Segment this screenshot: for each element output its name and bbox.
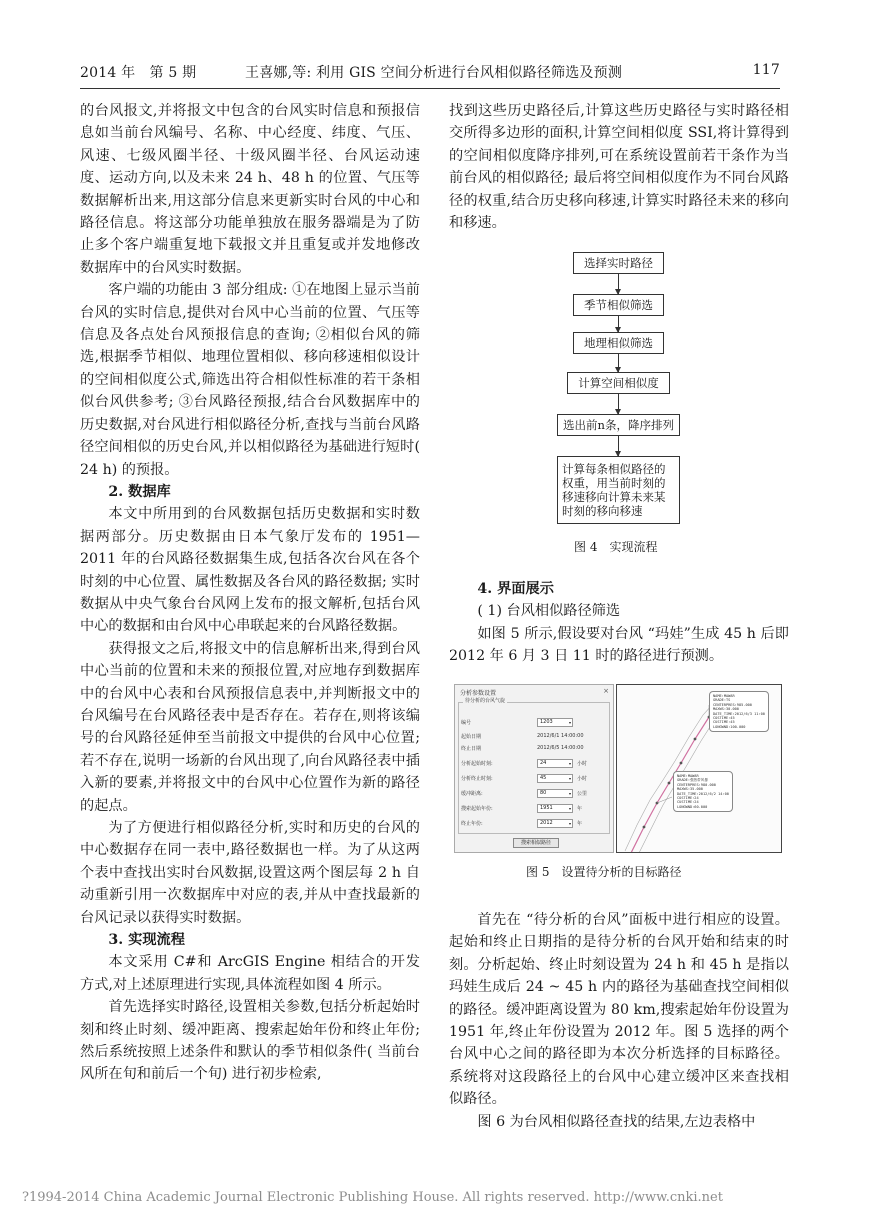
- chevron-down-icon: ▾: [568, 821, 571, 826]
- paragraph: 如图 5 所示,假设要对台风 “玛娃”生成 45 h 后即 2012 年 6 月 3 日 11 时的路径进行预测。: [449, 625, 789, 665]
- setting-select[interactable]: [537, 789, 573, 798]
- setting-label: 分析终止时刻:: [461, 776, 493, 782]
- copyright-footer: ?1994-2014 China Academic Journal Electronic Publishing House. All rights reserved. http://www.cnki.net: [22, 1190, 723, 1205]
- chevron-down-icon: ▾: [568, 761, 571, 766]
- paragraph: 的台风报文,并将报文中包含的台风实时信息和预报信息如当前台风编号、名称、中心经度、纬度、气压、风速、七级风圈半径、十级风圈半径、台风运动速度、运动方向,以及未来 24 h、48 h 的位置、气压等数据解析出来,用这部分信息来更新实时台风的中心和路径信息。将这部分功能单独放在服务器端是为了防止多个客户端重复地下载报文并且重复或并发地修改数据库中的台风实时数据。: [80, 103, 420, 276]
- flow-step-2: 季节相似筛选: [573, 294, 664, 316]
- setting-label: 搜索起始年份:: [461, 806, 493, 812]
- setting-label: 分析起始时刻:: [461, 761, 493, 767]
- setting-label: 终止年份:: [461, 821, 483, 827]
- figure-4-caption: 图 4 实现流程: [574, 540, 658, 554]
- setting-label: 编号: [461, 720, 472, 726]
- header-rule: [80, 88, 780, 89]
- flow-step-4: 计算空间相似度: [567, 372, 670, 394]
- paragraph: 首先在 “待分析的台风”面板中进行相应的设置。起始和终止日期指的是待分析的台风开始和结束的时刻。分析起始、终止时刻设置为 24 h 和 45 h 是指以玛娃生成后 24 ~ 45 h 内的路径为基础查找空间相似的路径。缓冲距离设置为 80 km,搜索起始年份设置为 1951 年,终止年份设置为 2012 年。图 5 选择的两个台风中心之间的路径即为本次分析选择的目标路径。系统将对这段路径上的台风中心建立缓冲区来查找相似路径。: [449, 912, 789, 1108]
- close-icon[interactable]: ×: [603, 687, 609, 695]
- flow-step-6: 计算每条相似路径的权重，用当前时刻的移速移向计算未来某时刻的移向移速: [557, 456, 680, 524]
- setting-select[interactable]: [537, 804, 573, 813]
- typhoon-center: [668, 782, 671, 785]
- setting-unit: 小时: [577, 761, 588, 767]
- typhoon-track-map[interactable]: [616, 684, 782, 853]
- setting-value: 45: [540, 775, 547, 781]
- setting-unit: 年: [577, 821, 583, 827]
- subsection-heading: ( 1) 台风相似路径筛选: [477, 603, 621, 620]
- issue-label: 2014 年 第 5 期: [80, 65, 197, 81]
- chevron-down-icon: ▾: [568, 791, 571, 796]
- setting-value: 2012: [540, 820, 553, 826]
- right-column-bottom: [449, 909, 789, 1133]
- paragraph: 找到这些历史路径后,计算这些历史路径与实时路径相交所得多边形的面积,计算空间相似度 SSI,将计算得到的空间相似度降序排列,可在系统设置前若干条作为当前台风的相似路径; 最后将空间相似度作为不同台风路径的权重,结合历史移向移速,计算实时路径未来的移向和移速。: [449, 103, 789, 232]
- running-title: 王喜娜,等: 利用 GIS 空间分析进行台风相似路径筛选及预测: [245, 65, 623, 81]
- typhoon-center: [680, 762, 683, 765]
- setting-unit: 公里: [577, 791, 588, 797]
- flow-arrow: [618, 274, 619, 294]
- setting-unit: 年: [577, 806, 583, 812]
- setting-value: 1951: [540, 805, 553, 811]
- flow-step-5: 选出前n条，降序排列: [557, 414, 680, 436]
- setting-select[interactable]: [537, 819, 573, 828]
- right-column-top: [449, 100, 789, 234]
- setting-value: 24: [540, 760, 547, 766]
- left-column: [80, 100, 420, 1086]
- section-heading: 2. 数据库: [108, 483, 171, 500]
- right-column-middle: [449, 578, 789, 668]
- paragraph: 首先选择实时路径,设置相关参数,包括分析起始时刻和终止时刻、缓冲距离、搜索起始年份和终止年份; 然后系统按照上述条件和默认的季节相似条件( 当前台风所在旬和前后一个旬) 进行初步检索,: [80, 999, 420, 1083]
- paragraph: 客户端的功能由 3 部分组成: ①在地图上显示当前台风的实时信息,提供对台风中心当前的位置、气压等信息及各点处台风预报信息的查询; ②相似台风的筛选,根据季节相似、地理位置相似、移向移速相似设计的空间相似度公式,筛选出符合相似性标准的若干条相似台风供参考; ③台风路径预报,结合台风数据库中的历史数据,对台风进行相似路径分析,查找与当前台风路径空间相似的历史台风,并以相似路径为基础进行短时( 24 h) 的预报。: [80, 282, 420, 478]
- group-label: 待分析的台风气旋: [465, 698, 506, 704]
- section-heading: 4. 界面展示: [477, 581, 554, 597]
- flow-arrow: [618, 394, 619, 414]
- typhoon-settings-group: [458, 702, 610, 834]
- flow-arrow: [618, 436, 619, 456]
- paragraph: 为了方便进行相似路径分析,实时和历史的台风的中心数据存在同一表中,路径数据也一样。为了从这两个表中查找出实时台风数据,设置这两个图层每 2 h 自动重新引用一次数据库中对应的表,并从中查找最新的台风记录以获得实时数据。: [80, 820, 420, 926]
- setting-label: 终止日期: [461, 746, 482, 752]
- setting-value: 2012/6/1 14:00:00: [537, 733, 584, 739]
- typhoon-center: [643, 826, 646, 829]
- chevron-down-icon: ▾: [568, 776, 571, 781]
- setting-label: 缓冲距离:: [461, 791, 483, 797]
- figure-5-screenshot: [454, 684, 782, 853]
- paragraph: 获得报文之后,将报文中的信息解析出来,得到台风中心当前的位置和未来的预报位置,对应地存到数据库中的台风中心表和台风预报信息表中,并判断报文中的台风编号在台风路径表中是否存在。若存在,则将该编号的台风路径延伸至当前报文中提供的台风中心位置; 若不存在,说明一场新的台风出现了,向台风路径表中插入新的要素,并将报文中的台风中心位置作为新的路径的起点。: [80, 640, 420, 814]
- setting-value: 2012/6/5 14:00:00: [537, 745, 584, 751]
- paragraph: 本文中所用到的台风数据包括历史数据和实时数据两部分。历史数据由日本气象厅发布的 1951—2011 年的台风路径数据集生成,包括各次台风在各个时刻的中心位置、属性数据及各台风的路径数据; 实时数据从中央气象台台风网上发布的报文解析,包括台风中心的数据和由台风中心串联起来的台风路径数据。: [80, 506, 420, 635]
- setting-value: 1203: [540, 719, 553, 725]
- setting-value: 80: [540, 790, 547, 796]
- setting-select[interactable]: [537, 759, 573, 768]
- setting-label: 起始日期: [461, 734, 482, 740]
- setting-select[interactable]: [537, 718, 573, 727]
- analysis-settings-panel: [454, 684, 614, 853]
- figure-5-caption: 图 5 设置待分析的目标路径: [526, 865, 682, 879]
- page-number: 117: [752, 62, 780, 78]
- paragraph: 本文采用 C#和 ArcGIS Engine 相结合的开发方式,对上述原理进行实现,具体流程如图 4 所示。: [80, 954, 420, 993]
- setting-unit: 小时: [577, 776, 588, 782]
- panel-title: 分析参数设置: [460, 690, 497, 697]
- flow-step-3: 地理相似筛选: [573, 332, 664, 354]
- setting-select[interactable]: [537, 774, 573, 783]
- typhoon-info-popup-bottom: NAME:MAWAR GRADE:强热带风暴 CENTERPRES:980.000 MAXWS:35.000 DATE_TIME:2012/6/2 14:00 COSTIME:24 CUSTIME:24 LONGWND:60.000: [673, 771, 733, 812]
- search-similar-path-button[interactable]: 搜索相似路径: [513, 838, 559, 848]
- paragraph: 图 6 为台风相似路径查找的结果,左边表格中: [477, 1113, 756, 1130]
- chevron-down-icon: ▾: [568, 806, 571, 811]
- typhoon-center: [694, 738, 697, 741]
- section-heading: 3. 实现流程: [108, 932, 185, 949]
- typhoon-info-popup-top: NAME:MAWAR GRADE:TS CENTERPRES:985.000 MAXWS:30.000 DATE_TIME:2012/6/3 11:00 COSTIME:45 CUSTIME:45 LONGWND:100.000: [709, 691, 769, 732]
- flow-arrow: [618, 354, 619, 372]
- chevron-down-icon: ▾: [568, 720, 571, 725]
- flow-arrow: [618, 316, 619, 332]
- figure-4-flowchart: [557, 252, 682, 530]
- flow-step-1: 选择实时路径: [573, 252, 664, 274]
